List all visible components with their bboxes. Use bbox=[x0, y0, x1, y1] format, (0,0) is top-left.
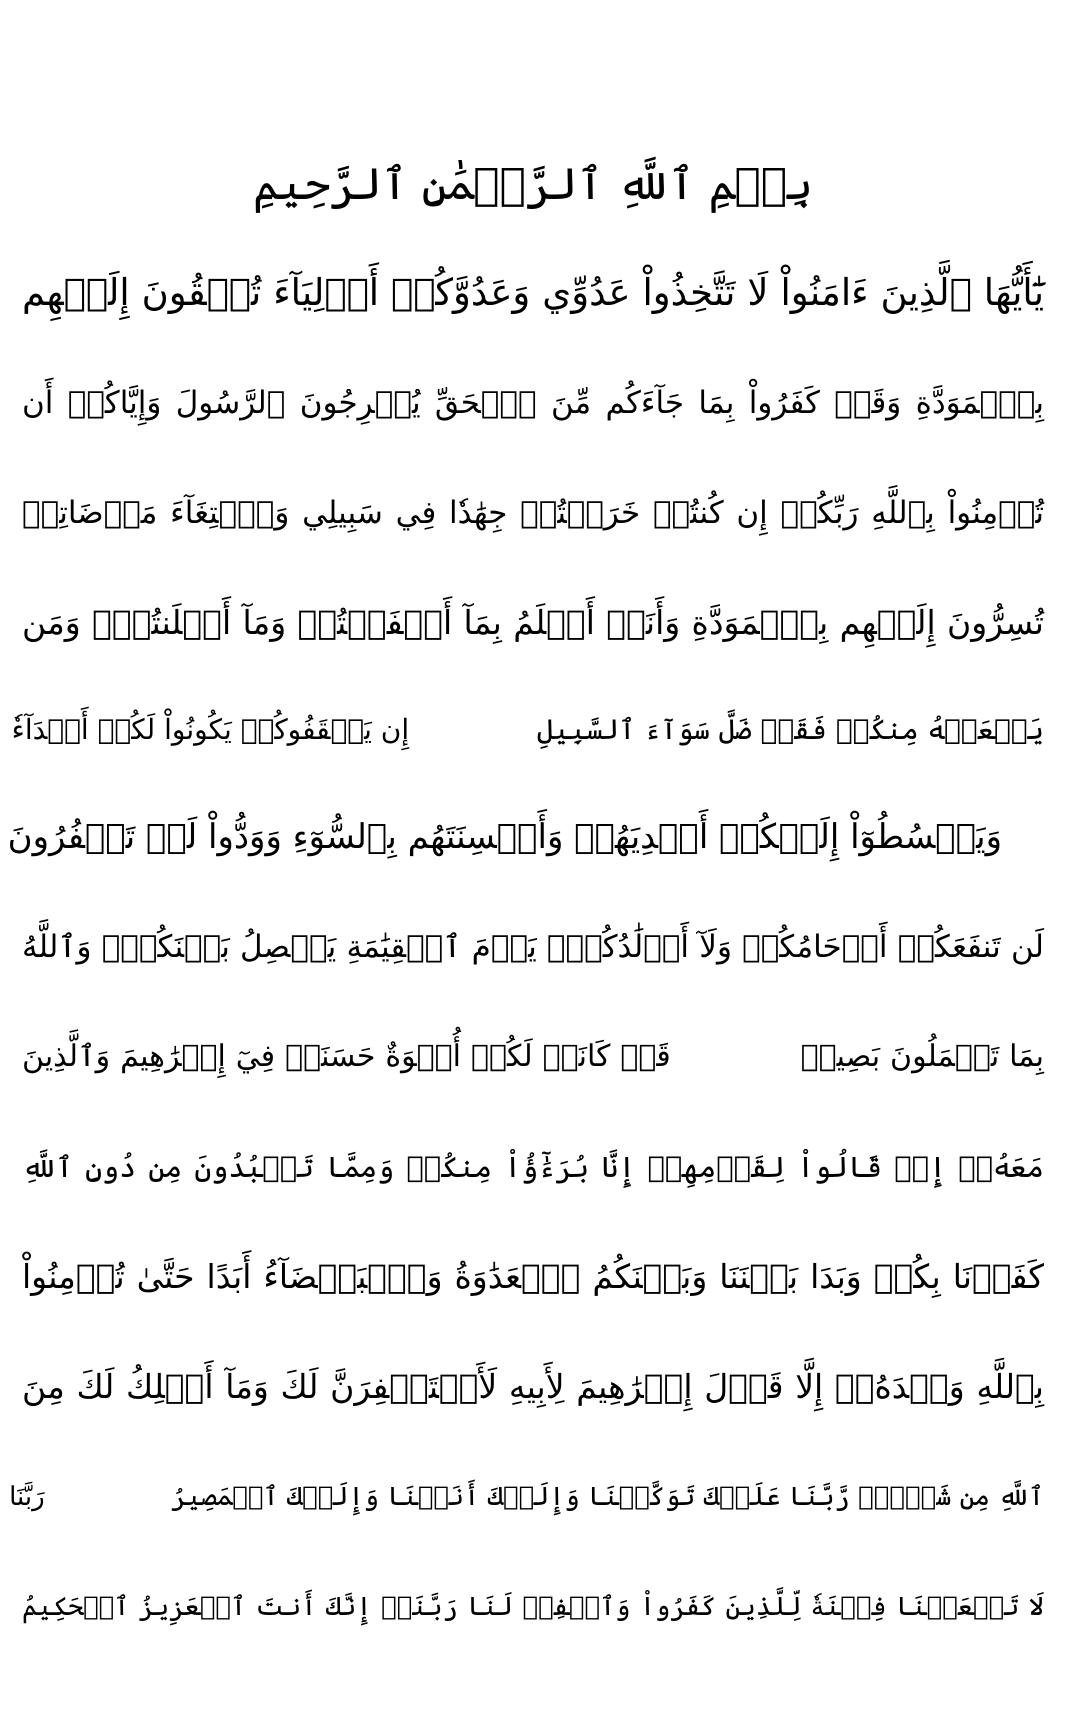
verse-text: قَدۡ كَانَتۡ لَكُمۡ أُسۡوَةٌ حَسَنَةٞ فِيٓ إِبۡرَٰهِيمَ وَٱلَّذِينَ bbox=[22, 1039, 671, 1074]
verse-text: بِٱللَّهِ وَحۡدَهُۥٓ إِلَّا قَوۡلَ إِبۡرَٰهِيمَ لِأَبِيهِ لَأَسۡتَغۡفِرَنَّ لَكَ وَمَآ أَمۡلِكُ لَكَ مِنَ bbox=[22, 1367, 1044, 1406]
verse-line-11 bbox=[22, 1332, 1044, 1442]
verse-text: إِن يَثۡقَفُوكُمۡ يَكُونُواْ لَكُمۡ أَعۡدَآءٗ bbox=[11, 713, 410, 746]
verse-text: رَبَّنَا bbox=[9, 1482, 45, 1512]
verse-text: وَيَبۡسُطُوٓاْ إِلَيۡكُمۡ أَيۡدِيَهُمۡ وَأَلۡسِنَتَهُم بِٱلسُّوٓءِ وَوَدُّواْ لَوۡ تَكۡفُرُونَ bbox=[7, 817, 1002, 857]
verse-line-7 bbox=[22, 892, 1044, 1002]
verse-text: كَفَرۡنَا بِكُمۡ وَبَدَا بَيۡنَنَا وَبَيۡنَكُمُ ٱلۡعَدَٰوَةُ وَٱلۡبَغۡضَآءُ أَبَدًا حَتَّىٰ تُؤۡمِنُواْ bbox=[22, 1257, 1044, 1296]
verse-line-10 bbox=[22, 1222, 1044, 1332]
verse-text: يَٰٓأَيُّهَا ٱلَّذِينَ ءَامَنُواْ لَا تَتَّخِذُواْ عَدُوِّي وَعَدُوَّكُمۡ أَوۡلِيَآءَ تُلۡقُونَ إِلَيۡهِم bbox=[22, 271, 1044, 314]
verse-line-12 bbox=[9, 1442, 1044, 1552]
verse-line-2 bbox=[22, 348, 1044, 458]
verse-line-13 bbox=[22, 1552, 1044, 1662]
verse-text: تُؤۡمِنُواْ بِٱللَّهِ رَبِّكُمۡ إِن كُنتُمۡ خَرَجۡتُمۡ جِهَٰدٗا فِي سَبِيلِي وَٱبۡتِغَآءَ مَرۡضَاتِيۚ bbox=[22, 495, 1044, 531]
verse-text: لَن تَنفَعَكُمۡ أَرۡحَامُكُمۡ وَلَآ أَوۡلَٰدُكُمۡۚ يَوۡمَ ٱلۡقِيَٰمَةِ يَفۡصِلُ بَيۡنَكُمۡۚ وَٱللَّهُ bbox=[22, 929, 1044, 965]
verse-text: مَعَهُۥٓ إِذۡ قَالُواْ لِقَوۡمِهِمۡ إِنَّا بُرَءَٰٓؤُاْ مِنكُمۡ وَمِمَّا تَعۡبُدُونَ مِن دُونِ ٱللَّهِ bbox=[22, 1150, 1044, 1184]
verse-line-4 bbox=[22, 568, 1044, 678]
verse-line-5 bbox=[11, 678, 1044, 782]
verse-line-3 bbox=[22, 458, 1044, 568]
verse-text: بِمَا تَعۡمَلُونَ بَصِيرٞ bbox=[800, 1039, 1044, 1074]
verse-text: ٱللَّهِ مِن شَيۡءٖۖ رَّبَّنَا عَلَيۡكَ تَوَكَّلۡنَا وَإِلَيۡكَ أَنَبۡنَا وَإِلَيۡكَ ٱلۡمَصِيرُ bbox=[171, 1482, 1044, 1512]
verse-line-8 bbox=[22, 1002, 1044, 1112]
verse-text: لَا تَجۡعَلۡنَا فِتۡنَةٗ لِّلَّذِينَ كَفَرُواْ وَٱغۡفِرۡ لَنَا رَبَّنَآۖ إِنَّكَ أَنتَ ٱلۡعَزِيزُ ٱلۡحَكِيمُ bbox=[22, 1592, 1044, 1622]
basmala: بِسۡمِ ٱللَّهِ ٱلرَّحۡمَٰنِ ٱلرَّحِيمِ bbox=[252, 159, 814, 210]
verse-line-6 bbox=[7, 782, 1044, 892]
verse-text: يَفۡعَلۡهُ مِنكُمۡ فَقَدۡ ضَلَّ سَوَآءَ ٱلسَّبِيلِ bbox=[536, 713, 1044, 746]
verse-line-1 bbox=[22, 238, 1044, 348]
verse-line-9 bbox=[22, 1112, 1044, 1222]
verse-text: بِٱلۡمَوَدَّةِ وَقَدۡ كَفَرُواْ بِمَا جَآءَكُم مِّنَ ٱلۡحَقِّ يُخۡرِجُونَ ٱلرَّسُولَ وَإِيَّاكُمۡ أَن bbox=[22, 385, 1044, 421]
verse-text: تُسِرُّونَ إِلَيۡهِم بِٱلۡمَوَدَّةِ وَأَنَا۠ أَعۡلَمُ بِمَآ أَخۡفَيۡتُمۡ وَمَآ أَعۡلَنتُمۡۚ وَمَن bbox=[22, 603, 1044, 642]
verse-lines bbox=[7, 238, 1044, 1662]
